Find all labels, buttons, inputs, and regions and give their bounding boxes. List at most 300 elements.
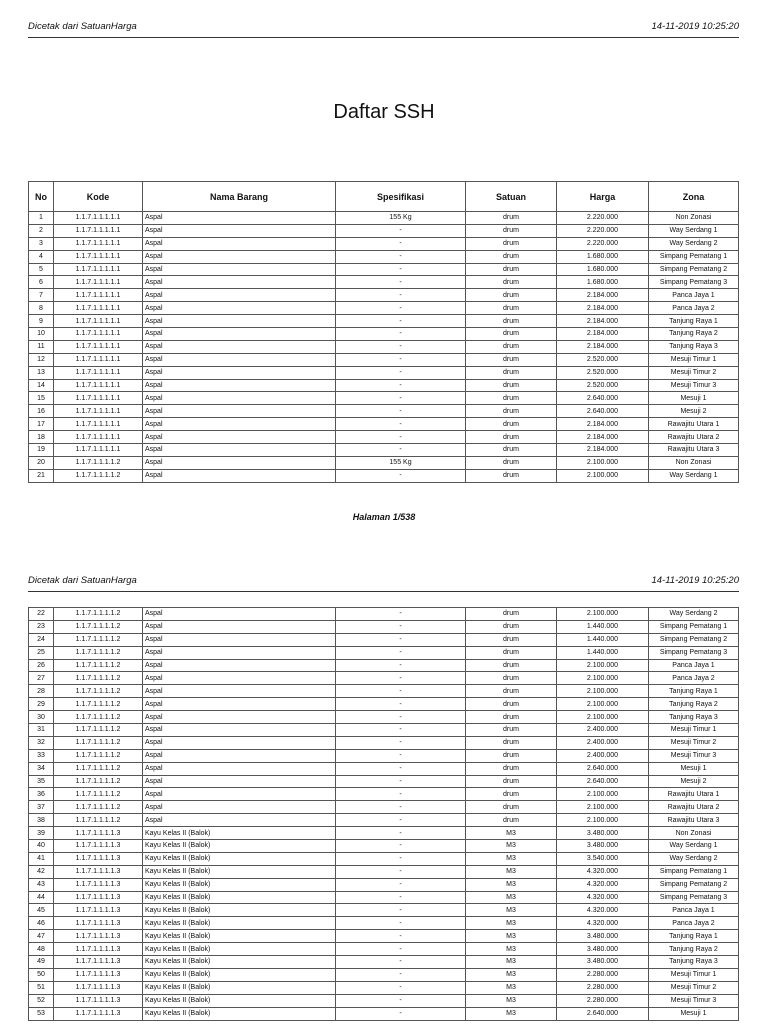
table-cell: M3 <box>466 943 557 956</box>
table-cell: 1.680.000 <box>557 276 649 289</box>
table-cell: 7 <box>29 289 54 302</box>
table-cell: drum <box>466 749 557 762</box>
table-cell: Simpang Pematang 3 <box>649 891 739 904</box>
table-row <box>29 328 739 341</box>
table-cell: drum <box>466 633 557 646</box>
table-cell: 2.520.000 <box>557 379 649 392</box>
table-cell: drum <box>466 788 557 801</box>
table-cell: Rawajitu Utara 2 <box>649 431 739 444</box>
table-row <box>29 788 739 801</box>
table-cell: 1.1.7.1.1.1.1.3 <box>54 840 143 853</box>
table-cell: 1.1.7.1.1.1.1.1 <box>54 302 143 315</box>
table-cell: 1.1.7.1.1.1.1.1 <box>54 405 143 418</box>
column-header: Nama Barang <box>143 182 336 212</box>
table-cell: 50 <box>29 968 54 981</box>
table-cell: - <box>336 379 466 392</box>
column-header: Satuan <box>466 182 557 212</box>
table-cell: 2.100.000 <box>557 672 649 685</box>
table-cell: Tanjung Raya 2 <box>649 328 739 341</box>
table-cell: - <box>336 672 466 685</box>
table-cell: 1.1.7.1.1.1.1.2 <box>54 814 143 827</box>
table-cell: 1.1.7.1.1.1.1.1 <box>54 289 143 302</box>
table-cell: Aspal <box>143 711 336 724</box>
table-cell: drum <box>466 392 557 405</box>
table-cell: 2.100.000 <box>557 814 649 827</box>
table-row <box>29 698 739 711</box>
table-row <box>29 930 739 943</box>
table-cell: Mesuji Timur 3 <box>649 994 739 1007</box>
table-row <box>29 1007 739 1020</box>
table-cell: - <box>336 878 466 891</box>
table-cell: Rawajitu Utara 3 <box>649 444 739 457</box>
table-row <box>29 444 739 457</box>
table-cell: Mesuji 1 <box>649 392 739 405</box>
table-cell: Kayu Kelas II (Balok) <box>143 943 336 956</box>
table-cell: 1.1.7.1.1.1.1.1 <box>54 328 143 341</box>
table-cell: Aspal <box>143 431 336 444</box>
table-cell: 41 <box>29 852 54 865</box>
table-cell: Kayu Kelas II (Balok) <box>143 904 336 917</box>
table-cell: Tanjung Raya 2 <box>649 698 739 711</box>
table-cell: Aspal <box>143 633 336 646</box>
table-cell: 16 <box>29 405 54 418</box>
table-row <box>29 827 739 840</box>
table-cell: - <box>336 917 466 930</box>
table-cell: - <box>336 814 466 827</box>
table-cell: Aspal <box>143 276 336 289</box>
price-table-page-2 <box>28 607 739 1021</box>
table-cell: 33 <box>29 749 54 762</box>
table-cell: drum <box>466 444 557 457</box>
table-cell: Aspal <box>143 788 336 801</box>
table-cell: 21 <box>29 469 54 482</box>
table-cell: 1.1.7.1.1.1.1.2 <box>54 685 143 698</box>
table-cell: 2.100.000 <box>557 608 649 621</box>
table-cell: - <box>336 620 466 633</box>
table-cell: 3.480.000 <box>557 930 649 943</box>
table-cell: 2.400.000 <box>557 749 649 762</box>
table-cell: Kayu Kelas II (Balok) <box>143 956 336 969</box>
table-row <box>29 276 739 289</box>
table-cell: 5 <box>29 263 54 276</box>
table-cell: Aspal <box>143 685 336 698</box>
table-cell: Way Serdang 1 <box>649 840 739 853</box>
table-cell: - <box>336 788 466 801</box>
table-cell: Aspal <box>143 405 336 418</box>
table-row <box>29 620 739 633</box>
table-cell: drum <box>466 289 557 302</box>
table-cell: drum <box>466 775 557 788</box>
table-cell: Aspal <box>143 379 336 392</box>
table-cell: Aspal <box>143 289 336 302</box>
table-cell: 9 <box>29 315 54 328</box>
table-cell: 2.100.000 <box>557 711 649 724</box>
table-cell: 2.640.000 <box>557 1007 649 1020</box>
table-cell: 2.100.000 <box>557 456 649 469</box>
table-row <box>29 405 739 418</box>
table-cell: drum <box>466 685 557 698</box>
table-cell: 1.1.7.1.1.1.1.1 <box>54 263 143 276</box>
table-cell: 1.1.7.1.1.1.1.1 <box>54 237 143 250</box>
table-cell: 1.1.7.1.1.1.1.3 <box>54 904 143 917</box>
table-cell: - <box>336 418 466 431</box>
table-cell: 2.184.000 <box>557 315 649 328</box>
table-cell: 27 <box>29 672 54 685</box>
table-cell: 1.1.7.1.1.1.1.1 <box>54 224 143 237</box>
table-cell: - <box>336 762 466 775</box>
print-timestamp: 14-11-2019 10:25:20 <box>651 21 739 32</box>
table-cell: 31 <box>29 724 54 737</box>
table-cell: 3.540.000 <box>557 852 649 865</box>
table-cell: drum <box>466 212 557 225</box>
table-cell: 20 <box>29 456 54 469</box>
table-cell: - <box>336 711 466 724</box>
table-cell: 38 <box>29 814 54 827</box>
table-cell: 10 <box>29 328 54 341</box>
table-cell: 1.440.000 <box>557 633 649 646</box>
table-cell: Tanjung Raya 3 <box>649 711 739 724</box>
table-row <box>29 340 739 353</box>
table-cell: 1.1.7.1.1.1.1.3 <box>54 956 143 969</box>
table-row <box>29 379 739 392</box>
table-cell: 1.1.7.1.1.1.1.1 <box>54 276 143 289</box>
table-cell: - <box>336 827 466 840</box>
table-cell: - <box>336 749 466 762</box>
table-cell: - <box>336 431 466 444</box>
table-cell: 2.100.000 <box>557 788 649 801</box>
table-row <box>29 981 739 994</box>
page-header-2 <box>28 566 739 592</box>
table-cell: M3 <box>466 840 557 853</box>
table-cell: - <box>336 801 466 814</box>
table-cell: 1.1.7.1.1.1.1.3 <box>54 968 143 981</box>
table-cell: Simpang Pematang 2 <box>649 263 739 276</box>
table-cell: 2.100.000 <box>557 659 649 672</box>
table-cell: Aspal <box>143 620 336 633</box>
table-cell: - <box>336 1007 466 1020</box>
table-cell: drum <box>466 659 557 672</box>
table-cell: drum <box>466 698 557 711</box>
table-cell: - <box>336 930 466 943</box>
table-row <box>29 711 739 724</box>
table-cell: 3 <box>29 237 54 250</box>
table-cell: M3 <box>466 865 557 878</box>
table-cell: 49 <box>29 956 54 969</box>
table-cell: Aspal <box>143 315 336 328</box>
table-cell: Way Serdang 1 <box>649 469 739 482</box>
table-cell: Aspal <box>143 469 336 482</box>
table-cell: Simpang Pematang 3 <box>649 276 739 289</box>
table-cell: - <box>336 994 466 1007</box>
table-cell: Aspal <box>143 263 336 276</box>
table-cell: Tanjung Raya 3 <box>649 956 739 969</box>
table-cell: Simpang Pematang 1 <box>649 620 739 633</box>
table-cell: Mesuji 1 <box>649 762 739 775</box>
table-cell: 53 <box>29 1007 54 1020</box>
table-row <box>29 904 739 917</box>
table-cell: Aspal <box>143 340 336 353</box>
table-cell: 1.1.7.1.1.1.1.3 <box>54 994 143 1007</box>
table-row <box>29 250 739 263</box>
table-cell: 3.480.000 <box>557 956 649 969</box>
table-cell: 3.480.000 <box>557 840 649 853</box>
table-cell: 36 <box>29 788 54 801</box>
table-cell: Aspal <box>143 762 336 775</box>
table-cell: 32 <box>29 736 54 749</box>
table-cell: Kayu Kelas II (Balok) <box>143 827 336 840</box>
table-cell: 1.1.7.1.1.1.1.3 <box>54 865 143 878</box>
table-cell: 1.1.7.1.1.1.1.1 <box>54 418 143 431</box>
table-cell: Aspal <box>143 366 336 379</box>
table-cell: Aspal <box>143 302 336 315</box>
table-cell: Kayu Kelas II (Balok) <box>143 981 336 994</box>
table-row <box>29 302 739 315</box>
table-cell: drum <box>466 250 557 263</box>
table-cell: 14 <box>29 379 54 392</box>
table-row <box>29 724 739 737</box>
table-cell: drum <box>466 237 557 250</box>
table-cell: 48 <box>29 943 54 956</box>
table-cell: 1.1.7.1.1.1.1.1 <box>54 353 143 366</box>
table-cell: 8 <box>29 302 54 315</box>
table-cell: 1.1.7.1.1.1.1.3 <box>54 930 143 943</box>
table-cell: 2.220.000 <box>557 237 649 250</box>
table-cell: Panca Jaya 1 <box>649 289 739 302</box>
table-cell: Aspal <box>143 250 336 263</box>
table-cell: 39 <box>29 827 54 840</box>
table-cell: 2.100.000 <box>557 698 649 711</box>
column-header: Spesifikasi <box>336 182 466 212</box>
table-cell: Tanjung Raya 1 <box>649 685 739 698</box>
table-cell: 2.220.000 <box>557 224 649 237</box>
table-cell: 155 Kg <box>336 212 466 225</box>
table-cell: 1.440.000 <box>557 620 649 633</box>
table-row <box>29 775 739 788</box>
table-cell: - <box>336 865 466 878</box>
table-cell: 1.1.7.1.1.1.1.1 <box>54 431 143 444</box>
column-header: Harga <box>557 182 649 212</box>
table-cell: Tanjung Raya 1 <box>649 315 739 328</box>
table-cell: 1.1.7.1.1.1.1.3 <box>54 852 143 865</box>
table-cell: 4.320.000 <box>557 865 649 878</box>
table-cell: 2.100.000 <box>557 801 649 814</box>
table-row <box>29 852 739 865</box>
table-cell: Mesuji Timur 1 <box>649 724 739 737</box>
table-row <box>29 917 739 930</box>
table-cell: Rawajitu Utara 1 <box>649 418 739 431</box>
table-cell: - <box>336 981 466 994</box>
table-row <box>29 392 739 405</box>
table-cell: Tanjung Raya 3 <box>649 340 739 353</box>
table-cell: 44 <box>29 891 54 904</box>
table-cell: M3 <box>466 1007 557 1020</box>
table-cell: 6 <box>29 276 54 289</box>
table-cell: 1.1.7.1.1.1.1.2 <box>54 456 143 469</box>
table-cell: 4.320.000 <box>557 904 649 917</box>
table-row <box>29 865 739 878</box>
table-cell: Panca Jaya 2 <box>649 917 739 930</box>
table-cell: - <box>336 698 466 711</box>
printed-from-label-2: Dicetak dari SatuanHarga <box>28 575 137 586</box>
table-cell: 2.100.000 <box>557 469 649 482</box>
table-cell: drum <box>466 379 557 392</box>
table-cell: Panca Jaya 1 <box>649 904 739 917</box>
table-cell: 1.1.7.1.1.1.1.2 <box>54 801 143 814</box>
column-header: Kode <box>54 182 143 212</box>
table-cell: - <box>336 328 466 341</box>
table-cell: - <box>336 302 466 315</box>
table-cell: M3 <box>466 827 557 840</box>
table-cell: Simpang Pematang 3 <box>649 646 739 659</box>
table-cell: 1.1.7.1.1.1.1.1 <box>54 250 143 263</box>
table-row <box>29 608 739 621</box>
table-cell: drum <box>466 340 557 353</box>
table-cell: Rawajitu Utara 3 <box>649 814 739 827</box>
table-cell: Kayu Kelas II (Balok) <box>143 994 336 1007</box>
table-cell: - <box>336 956 466 969</box>
table-cell: 2.640.000 <box>557 392 649 405</box>
table-cell: 1.1.7.1.1.1.1.2 <box>54 608 143 621</box>
table-cell: drum <box>466 814 557 827</box>
table-cell: 29 <box>29 698 54 711</box>
table-cell: Rawajitu Utara 2 <box>649 801 739 814</box>
table-cell: Tanjung Raya 2 <box>649 943 739 956</box>
table-cell: - <box>336 724 466 737</box>
table-cell: Kayu Kelas II (Balok) <box>143 1007 336 1020</box>
table-cell: Tanjung Raya 1 <box>649 930 739 943</box>
table-cell: - <box>336 444 466 457</box>
table-cell: Simpang Pematang 1 <box>649 250 739 263</box>
table-cell: 24 <box>29 633 54 646</box>
table-cell: M3 <box>466 981 557 994</box>
table-cell: Mesuji Timur 3 <box>649 749 739 762</box>
table-row <box>29 968 739 981</box>
table-cell: 1.1.7.1.1.1.1.1 <box>54 315 143 328</box>
table-cell: M3 <box>466 852 557 865</box>
table-row <box>29 943 739 956</box>
table-row <box>29 212 739 225</box>
table-cell: drum <box>466 646 557 659</box>
table-cell: Aspal <box>143 418 336 431</box>
table-cell: M3 <box>466 968 557 981</box>
page-title: Daftar SSH <box>333 101 435 123</box>
table-cell: Aspal <box>143 328 336 341</box>
table-cell: drum <box>466 801 557 814</box>
table-cell: 1.1.7.1.1.1.1.3 <box>54 1007 143 1020</box>
table-cell: drum <box>466 456 557 469</box>
table-cell: Aspal <box>143 775 336 788</box>
table-cell: Kayu Kelas II (Balok) <box>143 891 336 904</box>
table-cell: 13 <box>29 366 54 379</box>
table-cell: 1.1.7.1.1.1.1.1 <box>54 392 143 405</box>
table-cell: 2.640.000 <box>557 405 649 418</box>
table-cell: 2.520.000 <box>557 353 649 366</box>
table-cell: Aspal <box>143 353 336 366</box>
table-cell: Mesuji 2 <box>649 405 739 418</box>
table-cell: 1.1.7.1.1.1.1.3 <box>54 981 143 994</box>
table-row <box>29 431 739 444</box>
table-cell: - <box>336 852 466 865</box>
table-row <box>29 994 739 1007</box>
table-cell: - <box>336 685 466 698</box>
table-cell: 2.640.000 <box>557 762 649 775</box>
table-cell: 1.1.7.1.1.1.1.2 <box>54 749 143 762</box>
column-header: Zona <box>649 182 739 212</box>
table-cell: 1.440.000 <box>557 646 649 659</box>
table-row <box>29 289 739 302</box>
table-cell: - <box>336 366 466 379</box>
table-cell: Mesuji Timur 2 <box>649 736 739 749</box>
table-cell: Aspal <box>143 224 336 237</box>
table-cell: 2.220.000 <box>557 212 649 225</box>
table-cell: - <box>336 775 466 788</box>
table-cell: 1.1.7.1.1.1.1.1 <box>54 212 143 225</box>
table-cell: - <box>336 736 466 749</box>
table-cell: drum <box>466 762 557 775</box>
table-row <box>29 646 739 659</box>
table-cell: Aspal <box>143 608 336 621</box>
table-cell: 1.1.7.1.1.1.1.2 <box>54 762 143 775</box>
table-cell: Simpang Pematang 1 <box>649 865 739 878</box>
table-cell: 1.1.7.1.1.1.1.1 <box>54 340 143 353</box>
table-cell: 1 <box>29 212 54 225</box>
table-cell: M3 <box>466 956 557 969</box>
table-cell: 45 <box>29 904 54 917</box>
page-header <box>28 12 739 38</box>
table-row <box>29 762 739 775</box>
table-row <box>29 456 739 469</box>
table-cell: drum <box>466 672 557 685</box>
table-row <box>29 956 739 969</box>
table-cell: 34 <box>29 762 54 775</box>
table-row <box>29 633 739 646</box>
table-cell: 2.280.000 <box>557 994 649 1007</box>
table-header-row <box>29 182 739 212</box>
table-cell: 52 <box>29 994 54 1007</box>
table-cell: - <box>336 904 466 917</box>
table-cell: 1.1.7.1.1.1.1.2 <box>54 724 143 737</box>
table-cell: drum <box>466 366 557 379</box>
table-cell: drum <box>466 620 557 633</box>
table-cell: 2.520.000 <box>557 366 649 379</box>
table-cell: M3 <box>466 994 557 1007</box>
table-cell: Aspal <box>143 672 336 685</box>
table-cell: 4 <box>29 250 54 263</box>
table-cell: 1.1.7.1.1.1.1.3 <box>54 943 143 956</box>
table-cell: Aspal <box>143 814 336 827</box>
table-cell: 12 <box>29 353 54 366</box>
table-cell: Kayu Kelas II (Balok) <box>143 878 336 891</box>
table-cell: 18 <box>29 431 54 444</box>
table-cell: Panca Jaya 2 <box>649 672 739 685</box>
table-cell: 23 <box>29 620 54 633</box>
table-cell: Mesuji Timur 1 <box>649 968 739 981</box>
table-cell: 2.280.000 <box>557 981 649 994</box>
table-cell: 1.1.7.1.1.1.1.2 <box>54 620 143 633</box>
table-row <box>29 469 739 482</box>
table-cell: 1.1.7.1.1.1.1.2 <box>54 646 143 659</box>
table-cell: - <box>336 405 466 418</box>
table-cell: - <box>336 469 466 482</box>
table-cell: drum <box>466 315 557 328</box>
table-cell: 28 <box>29 685 54 698</box>
table-cell: 25 <box>29 646 54 659</box>
column-header: No <box>29 182 54 212</box>
table-cell: drum <box>466 405 557 418</box>
table-cell: 2.184.000 <box>557 418 649 431</box>
table-cell: 2.184.000 <box>557 431 649 444</box>
table-cell: - <box>336 608 466 621</box>
